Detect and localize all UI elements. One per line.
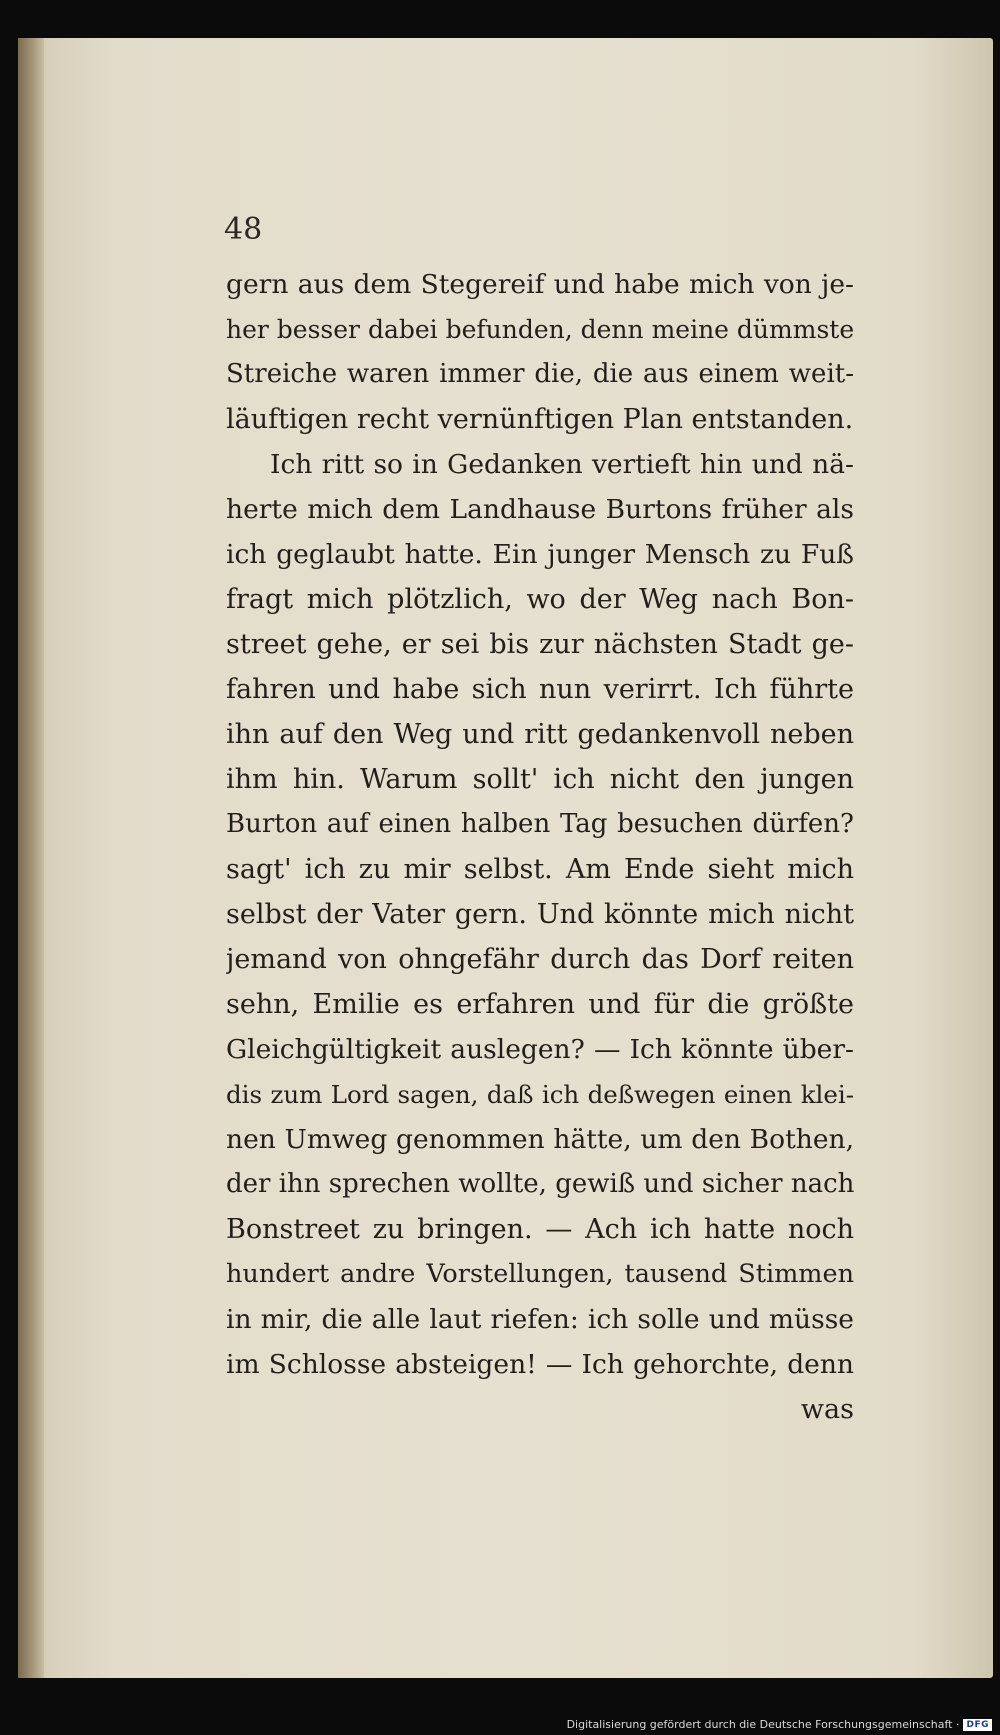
text-line: nen Umweg genommen hätte, um den Bothen, xyxy=(226,1124,854,1155)
text-line: hundert andre Vorstellungen, tausend Stimmen xyxy=(226,1259,854,1289)
text-line: ihn auf den Weg und ritt gedankenvoll neben xyxy=(226,719,854,750)
text-line: sagt' ich zu mir selbst. Am Ende sieht mich xyxy=(226,854,854,885)
page-text xyxy=(226,262,854,1432)
text-line: her besser dabei befunden, denn meine dümmste xyxy=(226,315,854,344)
text-line: ich geglaubt hatte. Ein junger Mensch zu Fuß xyxy=(226,539,854,570)
text-line: fragt mich plötzlich, wo der Weg nach Bon- xyxy=(226,584,854,615)
text-line: ihm hin. Warum sollt' ich nicht den jungen xyxy=(226,764,854,795)
text-line: dis zum Lord sagen, daß ich deßwegen einen klei- xyxy=(226,1080,854,1109)
text-line: selbst der Vater gern. Und könnte mich nicht xyxy=(226,899,854,930)
text-line: sehn, Emilie es erfahren und für die größte xyxy=(226,989,854,1020)
text-line: Burton auf einen halben Tag besuchen dürfen? xyxy=(226,809,854,839)
text-line: im Schlosse absteigen! — Ich gehorchte, denn xyxy=(226,1349,854,1380)
credit-text: Digitalisierung gefördert durch die Deutsche Forschungsgemeinschaft · xyxy=(566,1718,960,1731)
text-line: street gehe, er sei bis zur nächsten Stadt ge- xyxy=(226,629,854,660)
digitization-credit xyxy=(567,1718,992,1731)
text-line: in mir, die alle laut riefen: ich solle und müsse xyxy=(226,1304,854,1335)
text-line: herte mich dem Landhause Burtons früher als xyxy=(226,494,854,525)
catchword: was xyxy=(800,1394,854,1425)
text-line: läuftigen recht vernünftigen Plan entstanden. xyxy=(226,404,854,435)
book-spine xyxy=(18,38,44,1678)
text-line: Gleichgültigkeit auslegen? — Ich könnte über- xyxy=(226,1034,854,1065)
page-number: 48 xyxy=(224,212,263,247)
text-line: gern aus dem Stegereif und habe mich von je- xyxy=(226,269,854,300)
text-line: Streiche waren immer die, die aus einem weit- xyxy=(226,359,854,389)
text-line: der ihn sprechen wollte, gewiß und sicher nach xyxy=(226,1169,854,1199)
text-line: jemand von ohngefähr durch das Dorf reiten xyxy=(226,944,854,975)
text-line: fahren und habe sich nun verirrt. Ich führte xyxy=(226,674,854,705)
text-line: Bonstreet zu bringen. — Ach ich hatte noch xyxy=(226,1214,854,1245)
dfg-logo-icon: DFG xyxy=(963,1719,992,1731)
text-line: Ich ritt so in Gedanken vertieft hin und nä- xyxy=(270,449,854,480)
